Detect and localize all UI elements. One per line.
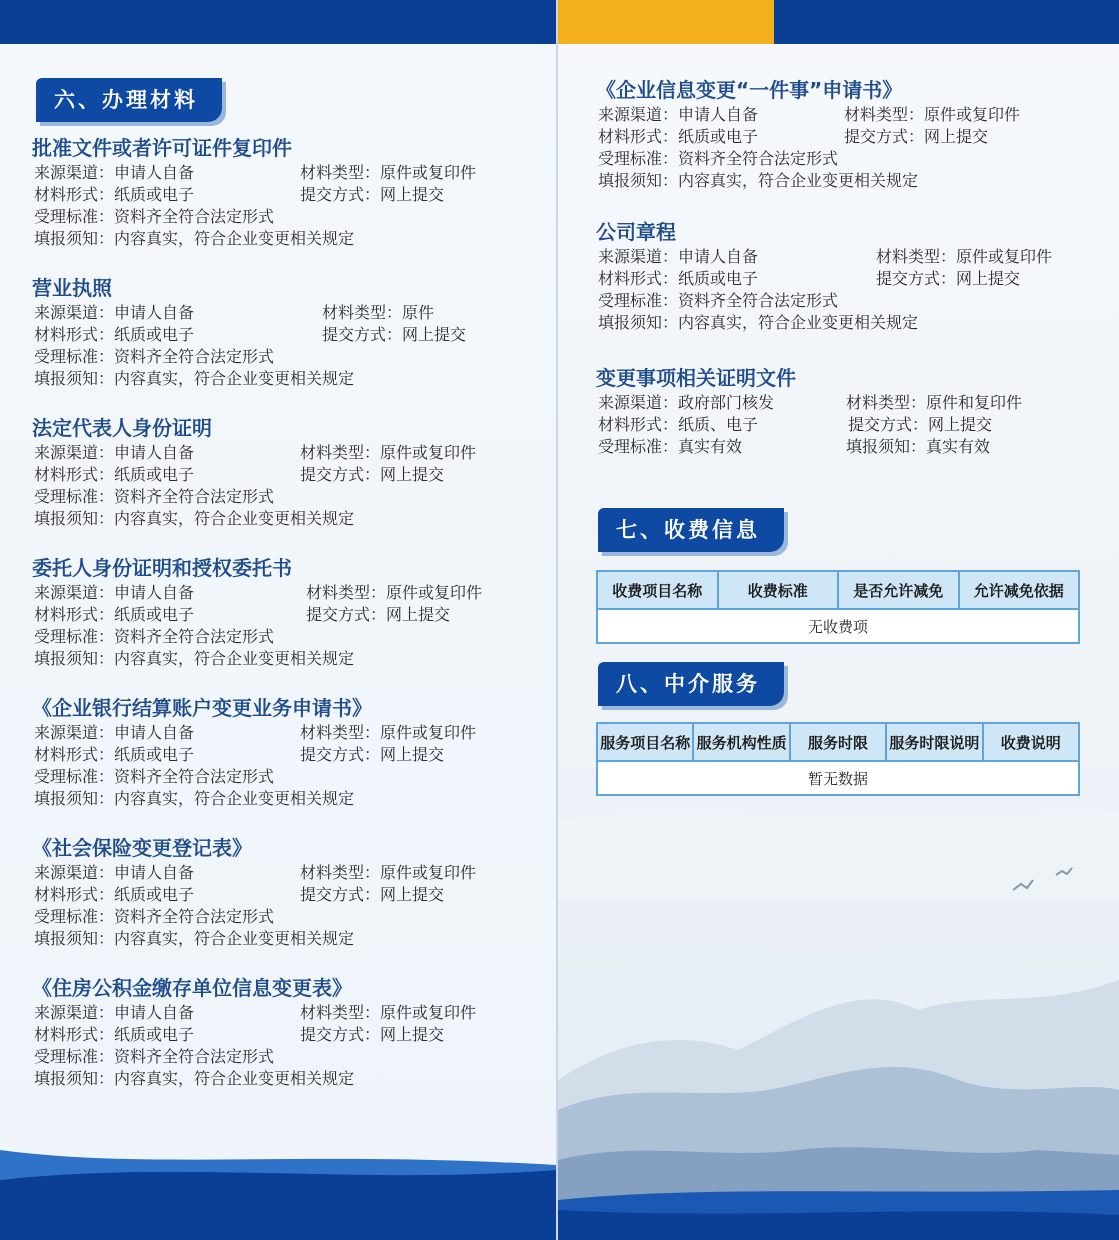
material-source: 来源渠道：申请人自备 [34,723,195,742]
material-form: 材料形式：纸质、电子 [598,415,759,434]
material-source: 来源渠道：申请人自备 [34,303,195,322]
top-accent-bar [558,0,774,44]
material-title: 公司章程 [596,220,676,244]
material-form: 材料形式：纸质或电子 [34,885,195,904]
material-title: 《住房公积金缴存单位信息变更表》 [32,976,352,1000]
material-source: 来源渠道：申请人自备 [598,247,759,266]
material-type: 材料类型：原件或复印件 [300,723,477,742]
material-standard: 受理标准：资料齐全符合法定形式 [34,907,275,926]
fee-empty-cell: 无收费项 [597,609,1079,643]
material-source: 来源渠道：申请人自备 [598,105,759,124]
material-standard: 受理标准：资料齐全符合法定形式 [34,207,275,226]
material-submit: 提交方式：网上提交 [300,185,445,204]
material-form: 材料形式：纸质或电子 [34,1025,195,1044]
material-title: 《企业信息变更“一件事”申请书》 [596,78,903,102]
fee-header-reducible: 是否允许减免 [838,571,959,609]
material-type: 材料类型：原件和复印件 [846,393,1023,412]
material-type: 材料类型：原件或复印件 [300,443,477,462]
material-type: 材料类型：原件或复印件 [300,1003,477,1022]
agency-header-timelimit: 服务时限 [790,723,886,761]
material-source: 来源渠道：政府部门核发 [598,393,775,412]
material-form: 材料形式：纸质或电子 [34,325,195,344]
fee-table [596,570,1080,644]
material-form: 材料形式：纸质或电子 [34,185,195,204]
material-type: 材料类型：原件或复印件 [876,247,1053,266]
material-submit: 提交方式：网上提交 [300,465,445,484]
agency-empty-cell: 暂无数据 [597,761,1079,795]
material-submit: 提交方式：网上提交 [322,325,467,344]
material-form: 材料形式：纸质或电子 [598,127,759,146]
bottom-wave-decoration [0,1140,556,1240]
section-title-fees: 七、收费信息 [598,508,784,552]
material-notice: 填报须知：内容真实，符合企业变更相关规定 [598,171,919,190]
material-source: 来源渠道：申请人自备 [34,863,195,882]
material-title: 批准文件或者许可证件复印件 [32,136,292,160]
material-standard: 受理标准：资料齐全符合法定形式 [34,347,275,366]
material-source: 来源渠道：申请人自备 [34,443,195,462]
fee-header-basis: 允许减免依据 [959,571,1080,609]
material-form: 材料形式：纸质或电子 [34,605,195,624]
material-form: 材料形式：纸质或电子 [34,745,195,764]
material-submit: 提交方式：网上提交 [844,127,989,146]
mountain-landscape-decoration [558,780,1119,1240]
material-submit: 提交方式：网上提交 [848,415,993,434]
material-standard: 受理标准：资料齐全符合法定形式 [34,487,275,506]
fee-header-item: 收费项目名称 [597,571,718,609]
material-standard: 受理标准：资料齐全符合法定形式 [34,627,275,646]
material-submit: 提交方式：网上提交 [300,885,445,904]
material-title: 《社会保险变更登记表》 [32,836,252,860]
material-submit: 提交方式：网上提交 [300,1025,445,1044]
material-title: 委托人身份证明和授权委托书 [32,556,292,580]
material-standard: 受理标准：资料齐全符合法定形式 [34,1047,275,1066]
material-title: 营业执照 [32,276,112,300]
material-type: 材料类型：原件或复印件 [306,583,483,602]
material-standard: 受理标准：资料齐全符合法定形式 [34,767,275,786]
left-panel [0,0,556,1240]
agency-header-timelimit-note: 服务时限说明 [886,723,982,761]
agency-header-nature: 服务机构性质 [693,723,789,761]
material-form: 材料形式：纸质或电子 [598,269,759,288]
material-type: 材料类型：原件或复印件 [300,163,477,182]
material-notice: 填报须知：内容真实，符合企业变更相关规定 [34,369,355,388]
material-notice: 填报须知：内容真实，符合企业变更相关规定 [598,313,919,332]
material-submit: 提交方式：网上提交 [876,269,1021,288]
material-title: 变更事项相关证明文件 [596,366,796,390]
material-notice: 填报须知：内容真实，符合企业变更相关规定 [34,229,355,248]
material-standard: 受理标准：真实有效 [598,437,743,456]
material-title: 法定代表人身份证明 [32,416,212,440]
material-standard: 受理标准：资料齐全符合法定形式 [598,291,839,310]
material-title: 《企业银行结算账户变更业务申请书》 [32,696,372,720]
agency-header-fee-note: 收费说明 [983,723,1079,761]
material-notice: 填报须知：内容真实，符合企业变更相关规定 [34,649,355,668]
material-notice: 填报须知：内容真实，符合企业变更相关规定 [34,509,355,528]
material-notice: 填报须知：内容真实，符合企业变更相关规定 [34,789,355,808]
material-submit: 提交方式：网上提交 [306,605,451,624]
agency-header-item: 服务项目名称 [597,723,693,761]
material-form: 材料形式：纸质或电子 [34,465,195,484]
top-band [0,0,556,44]
material-notice: 填报须知：真实有效 [846,437,991,456]
agency-table [596,722,1080,796]
material-type: 材料类型：原件 [322,303,435,322]
material-notice: 填报须知：内容真实，符合企业变更相关规定 [34,1069,355,1088]
material-standard: 受理标准：资料齐全符合法定形式 [598,149,839,168]
material-source: 来源渠道：申请人自备 [34,163,195,182]
material-source: 来源渠道：申请人自备 [34,1003,195,1022]
material-source: 来源渠道：申请人自备 [34,583,195,602]
section-title-agency: 八、中介服务 [598,662,784,706]
material-notice: 填报须知：内容真实，符合企业变更相关规定 [34,929,355,948]
material-type: 材料类型：原件或复印件 [300,863,477,882]
section-title-materials: 六、办理材料 [36,78,222,122]
right-panel [558,0,1119,1240]
fee-header-standard: 收费标准 [718,571,839,609]
material-submit: 提交方式：网上提交 [300,745,445,764]
material-type: 材料类型：原件或复印件 [844,105,1021,124]
